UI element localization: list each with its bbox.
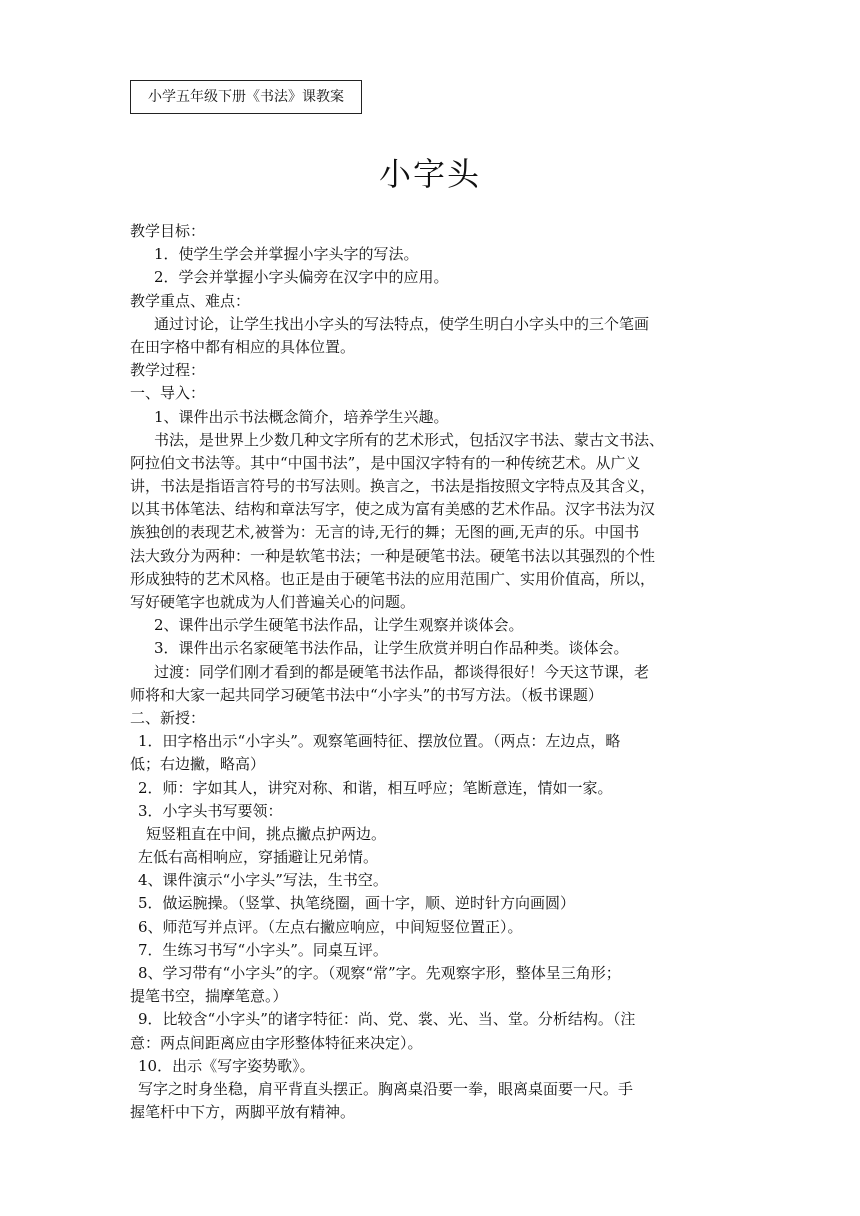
body-line: 4、课件演示“小字头”写法，生书空。	[138, 871, 388, 890]
lesson-title: 小字头	[378, 155, 481, 193]
course-header-label: 小学五年级下册《书法》课教案	[148, 89, 344, 105]
body-line: 一、导入：	[130, 384, 206, 403]
body-line: 过渡：同学们刚才看到的都是硬笔书法作品，都谈得很好！今天这节课，老	[154, 662, 650, 681]
body-line: 3．课件出示名家硬笔书法作品，让学生欣赏并明白作品种类。谈体会。	[154, 639, 629, 658]
body-line: 提笔书空，揣摩笔意。）	[130, 987, 288, 1006]
body-line: 以其书体笔法、结构和章法写字，使之成为富有美感的艺术作品。汉字书法为汉	[130, 500, 656, 519]
body-line: 短竖粗直在中间，挑点撇点护两边。	[146, 824, 387, 843]
body-line: 5．做运腕操。（竖掌、执笔绕圈，画十字，顺、逆时针方向画圆）	[138, 894, 576, 913]
body-line: 写字之时身坐稳，肩平背直头摆正。胸离桌沿要一拳，眼离桌面要一尺。手	[138, 1079, 634, 1098]
body-line: 教学目标：	[130, 222, 206, 240]
body-line: 阿拉伯文书法等。其中“中国书法”，是中国汉字特有的一种传统艺术。从广义	[130, 453, 641, 472]
body-line: 握笔杆中下方，两脚平放有精神。	[130, 1103, 356, 1122]
body-line: 法大致分为两种：一种是软笔书法；一种是硬笔书法。硬笔书法以其强烈的个性	[130, 546, 656, 565]
body-line: 族独创的表现艺术,被誉为：无言的诗,无行的舞；无图的画,无声的乐。中国书	[130, 523, 640, 542]
body-line: 左低右高相响应，穿插避让兄弟情。	[138, 848, 379, 867]
body-line: 1．使学生学会并掌握小字头字的写法。	[154, 245, 419, 264]
body-line: 意：两点间距离应由字形整体特征来决定）。	[130, 1033, 423, 1052]
body-line: 1．田字格出示“小字头”。观察笔画特征、摆放位置。（两点：左边点，略	[138, 732, 621, 751]
body-line: 通过讨论，让学生找出小字头的写法特点，使学生明白小字头中的三个笔画	[154, 314, 650, 333]
body-line: 二、新授：	[130, 708, 206, 727]
body-line: 形成独特的艺术风格。也正是由于硬笔书法的应用范围广、实用价值高，所以，	[130, 569, 656, 588]
body-line: 10．出示《写字姿势歌》。	[138, 1056, 315, 1075]
body-line: 9．比较含“小字头”的诸字特征：尚、党、裳、光、当、堂。分析结构。（注	[138, 1010, 636, 1029]
body-line: 2．学会并掌握小字头偏旁在汉字中的应用。	[154, 268, 449, 287]
body-line: 1、课件出示书法概念简介，培养学生兴趣。	[154, 407, 449, 426]
course-header-box	[130, 80, 362, 114]
body-line: 3．小字头书写要领：	[138, 801, 283, 820]
body-line: 在田字格中都有相应的具体位置。	[130, 337, 356, 356]
body-line: 写好硬笔字也就成为人们普遍关心的问题。	[130, 593, 416, 611]
body-line: 教学过程：	[130, 361, 206, 380]
body-line: 7．生练习书写“小字头”。同桌互评。	[138, 940, 388, 959]
body-line: 师将和大家一起共同学习硬笔书法中“小字头”的书写方法。（板书课题）	[130, 685, 603, 704]
body-line: 低；右边撇，略高）	[130, 755, 266, 774]
body-line: 6、师范写并点评。（左点右撇应响应，中间短竖位置正）。	[138, 917, 523, 936]
body-line: 教学重点、难点：	[130, 291, 251, 310]
lesson-body	[130, 220, 730, 1124]
body-line: 8、学习带有“小字头”的字。（观察“常”字。先观察字形，整体呈三角形；	[138, 964, 621, 982]
body-line: 2、课件出示学生硬笔书法作品，让学生观察并谈体会。	[154, 616, 524, 635]
body-line: 讲，书法是指语言符号的书写法则。换言之，书法是指按照文字特点及其含义，	[130, 477, 656, 496]
body-line: 2．师：字如其人，讲究对称、和谐，相互呼应；笔断意连，情如一家。	[138, 778, 613, 797]
body-line: 书法，是世界上少数几种文字所有的艺术形式，包括汉字书法、蒙古文书法、	[154, 430, 665, 449]
